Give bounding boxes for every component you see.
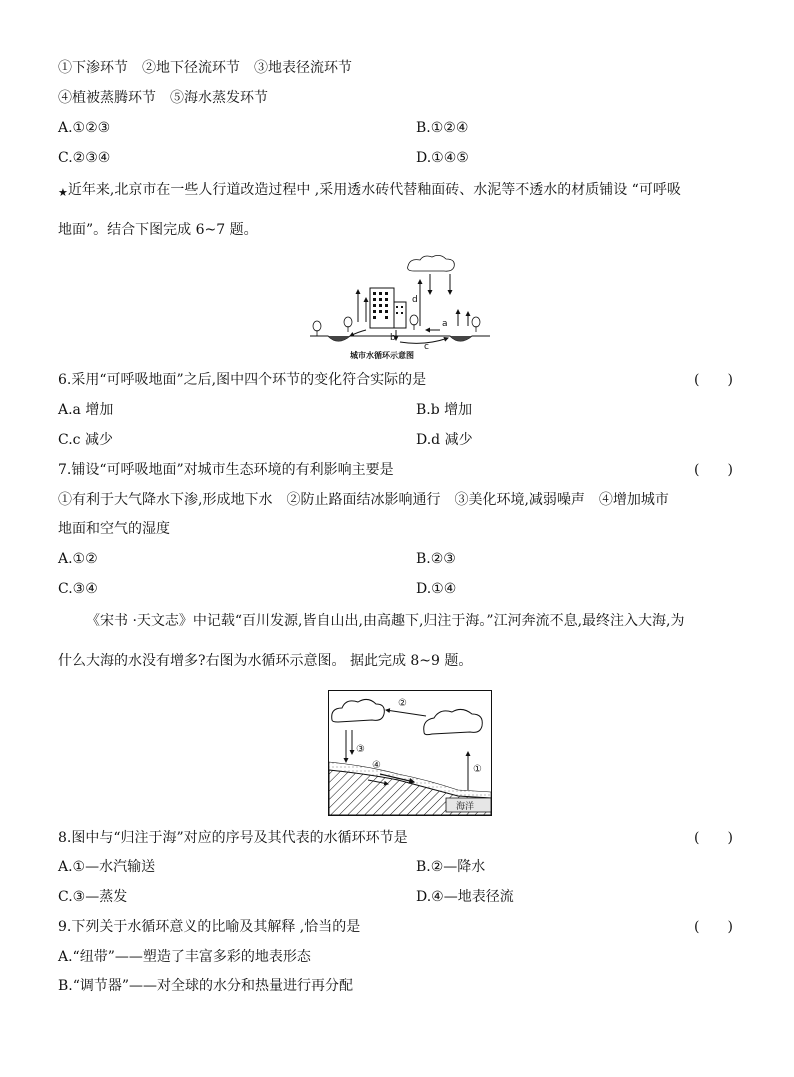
q7-option-b: B.②③ (416, 551, 456, 567)
label-sea: 海洋 (456, 802, 475, 812)
cloud-icon (408, 255, 455, 271)
prev-items-line1: ①下渗环节 ②地下径流环节 ③地表径流环节 (58, 60, 352, 76)
q7-items-line1: ①有利于大气降水下渗,形成地下水 ②防止路面结冰影响通行 ③美化环境,减弱噪声 ④增加城市 (58, 492, 669, 508)
passage1-line1 (58, 180, 681, 203)
q9-option-a: A.“纽带”——塑造了丰富多彩的地表形态 (58, 949, 311, 965)
label-4: ④ (372, 760, 381, 771)
prev-option-c: C.②③④ (58, 150, 111, 166)
star-icon: ★ (58, 186, 68, 199)
passage2-line1: 《宋书 ·天文志》中记载“百川发源,皆自山出,由高趣下,归注于海。”江河奔流不息,最终注入大海,为 (86, 613, 685, 629)
label-2: ② (398, 698, 407, 709)
figure1-caption: 城市水循环示意图 (350, 351, 414, 360)
q8-stem: 8.图中与“归注于海”对应的序号及其代表的水循环环节是 (58, 830, 408, 846)
urban-water-cycle-diagram (300, 250, 500, 350)
water-cycle-figure (328, 690, 492, 816)
q6-option-b: B.b 增加 (416, 402, 473, 418)
q9-answer-paren: ( ) (694, 919, 733, 935)
tree-icon (313, 321, 321, 336)
q6-option-c: C.c 减少 (58, 432, 113, 448)
q8-option-a: A.①—水汽输送 (58, 859, 156, 875)
q8-option-b: B.②—降水 (416, 859, 486, 875)
passage1-line2: 地面”。结合下图完成 6~7 题。 (58, 222, 258, 238)
q6-stem: 6.采用“可呼吸地面”之后,图中四个环节的变化符合实际的是 (58, 372, 427, 388)
q6-option-a: A.a 增加 (58, 402, 114, 418)
q7-items-line2: 地面和空气的湿度 (58, 521, 170, 537)
q9-option-b: B.“调节器”——对全球的水分和热量进行再分配 (58, 978, 354, 994)
q6-answer-paren: ( ) (694, 372, 733, 388)
label-d: d (412, 295, 418, 305)
prev-option-a: A.①②③ (58, 120, 111, 136)
prev-option-b: B.①②④ (416, 120, 469, 136)
label-1: ① (473, 764, 482, 775)
label-b: b (390, 333, 396, 343)
q7-option-d: D.①④ (416, 581, 457, 597)
passage2-line2: 什么大海的水没有增多?右图为水循环示意图。 据此完成 8~9 题。 (58, 653, 473, 669)
q7-answer-paren: ( ) (694, 462, 733, 478)
q9-stem: 9.下列关于水循环意义的比喻及其解释 ,恰当的是 (58, 919, 361, 935)
prev-items-line2: ④植被蒸腾环节 ⑤海水蒸发环节 (58, 90, 268, 106)
q8-answer-paren: ( ) (694, 830, 733, 846)
label-3: ③ (356, 744, 365, 755)
q8-option-d: D.④—地表径流 (416, 889, 514, 905)
prev-option-d: D.①④⑤ (416, 150, 469, 166)
urban-water-cycle-figure (300, 250, 500, 362)
q6-option-d: D.d 减少 (416, 432, 473, 448)
passage1-text1: 近年来,北京市在一些人行道改造过程中 ,采用透水砖代替釉面砖、水泥等不透水的材质铺设 “可呼吸 (67, 182, 681, 198)
water-cycle-diagram (328, 690, 492, 816)
q7-stem: 7.铺设“可呼吸地面”对城市生态环境的有利影响主要是 (58, 462, 394, 478)
label-c: c (424, 342, 429, 350)
q7-option-c: C.③④ (58, 581, 98, 597)
label-a: a (442, 319, 448, 329)
q8-option-c: C.③—蒸发 (58, 889, 128, 905)
q7-option-a: A.①② (58, 551, 98, 567)
